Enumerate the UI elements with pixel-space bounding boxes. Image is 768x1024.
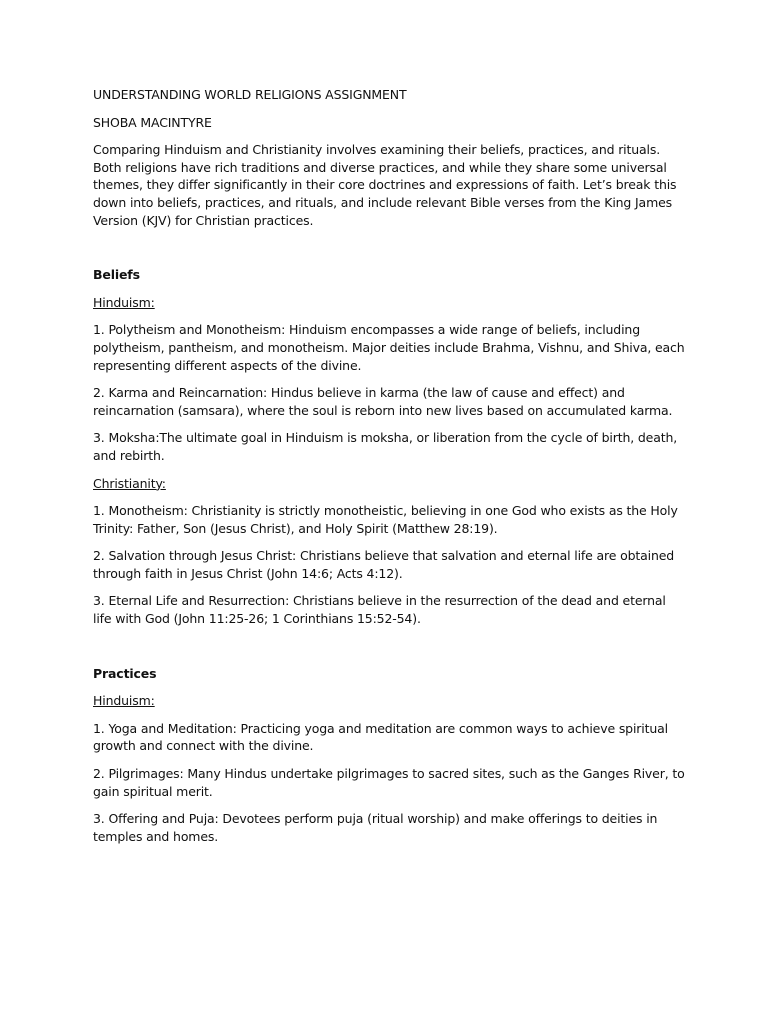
- beliefs-hinduism-label: Hinduism:: [93, 294, 155, 310]
- section-spacer: [93, 638, 685, 665]
- practices-heading: Practices: [93, 665, 157, 681]
- document-author: SHOBA MACINTYRE: [93, 114, 212, 130]
- practices-hinduism-item: 3. Offering and Puja: Devotees perform puja (ritual worship) and make offerings to deities in temples and homes.: [93, 811, 658, 844]
- beliefs-christianity-item: 1. Monotheism: Christianity is strictly monotheistic, believing in one God who exists as the Holy Trinity: Father, Son (Jesus Christ), and Holy Spirit (Matthew 28:19).: [93, 503, 678, 536]
- document-body: [93, 86, 685, 855]
- beliefs-christianity-item: 2. Salvation through Jesus Christ: Christians believe that salvation and eternal life are obtained through faith in Jesus Christ (John 14:6; Acts 4:12).: [93, 548, 675, 581]
- practices-hinduism-label: Hinduism:: [93, 693, 155, 709]
- practices-hinduism-item: 2. Pilgrimages: Many Hindus undertake pilgrimages to sacred sites, such as the Ganges River, to gain spiritual merit.: [93, 766, 685, 799]
- beliefs-hinduism-item: 2. Karma and Reincarnation: Hindus believe in karma (the law of cause and effect) and reincarnation (samsara), where the soul is reborn into new lives based on accumulated karma.: [93, 385, 673, 418]
- beliefs-christianity-label: Christianity:: [93, 475, 166, 491]
- beliefs-hinduism-item: 1. Polytheism and Monotheism: Hinduism encompasses a wide range of beliefs, including polytheism, pantheism, and monotheism. Major deities include Brahma, Vishnu, and Shiva, each representing different aspects of the divine.: [93, 322, 685, 373]
- practices-hinduism-item: 1. Yoga and Meditation: Practicing yoga and meditation are common ways to achieve spiritual growth and connect with the divine.: [93, 720, 668, 754]
- intro-paragraph: Comparing Hinduism and Christianity involves examining their beliefs, practices, and rituals. Both religions have rich traditions and diverse practices, and while they share some universal themes, they differ significantly in their core doctrines and expressions of faith. Let’s break this down into beliefs, practices, and rituals, and include relevant Bible verses from the King James Version (KJV) for Christian practices.: [93, 142, 677, 228]
- beliefs-christianity-item: 3. Eternal Life and Resurrection: Christians believe in the resurrection of the dead and eternal life with God (John 11:25-26; 1 Corinthians 15:52-54).: [93, 593, 666, 627]
- document-title: UNDERSTANDING WORLD RELIGIONS ASSIGNMENT: [93, 87, 407, 102]
- beliefs-heading: Beliefs: [93, 267, 140, 283]
- beliefs-hinduism-item: 3. Moksha:The ultimate goal in Hinduism is moksha, or liberation from the cycle of birth, death, and rebirth.: [93, 430, 678, 463]
- section-spacer: [93, 239, 685, 266]
